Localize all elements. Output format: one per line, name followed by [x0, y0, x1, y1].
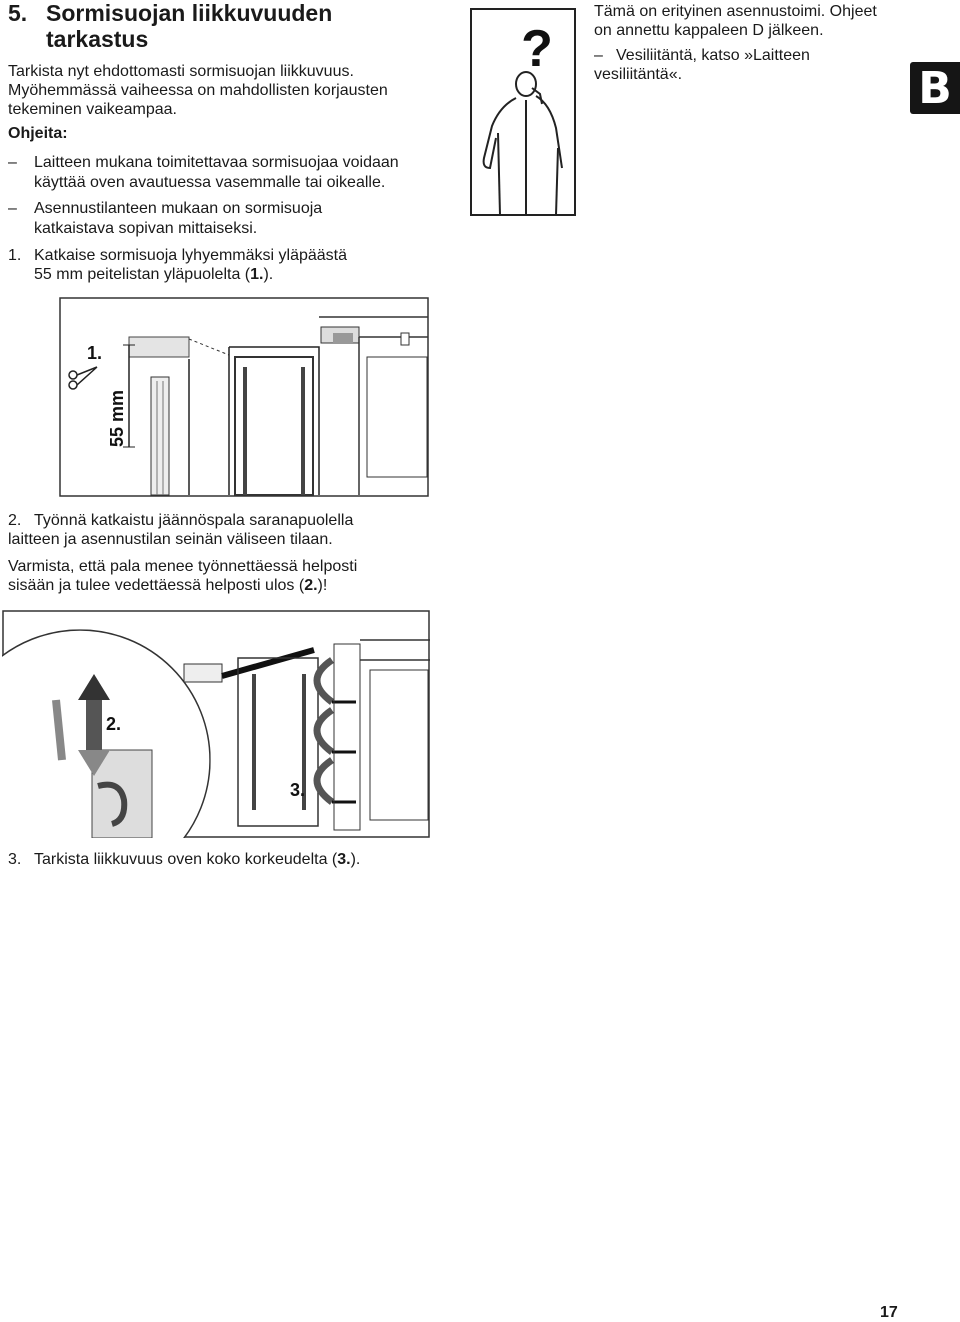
intro-line2: Myöhemmässä vaiheessa on mahdollisten korjausten — [8, 82, 388, 99]
side-note-line1: Tämä on erityinen asennustoimi. Ohjeet — [594, 3, 877, 20]
side-note-item-line1: Vesiliitäntä, katso »Laitteen — [616, 47, 810, 64]
section-title-line1: Sormisuojan liikkuvuuden — [46, 0, 333, 26]
verify-paragraph — [8, 557, 458, 595]
section-heading — [8, 0, 428, 52]
bullet-dash: – — [8, 200, 17, 217]
step-number: 3. — [8, 851, 22, 868]
label-step-2: 2. — [106, 714, 122, 734]
figure-test-guard — [2, 610, 430, 838]
intro-line3: tekeminen vaikeampaa. — [8, 101, 177, 118]
intro-line1: Tarkista nyt ehdottomasti sormisuojan liikkuvuus. — [8, 63, 354, 80]
side-note-dash: – — [594, 47, 603, 64]
side-note-line2: on annettu kappaleen D jälkeen. — [594, 22, 824, 39]
question-figure — [470, 8, 576, 216]
step-number: 1. — [8, 247, 22, 264]
side-note-item-line2: vesiliitäntä«. — [594, 66, 683, 83]
bullet-line: Asennustilanteen mukaan on sormisuoja — [34, 200, 323, 217]
page-number: 17 — [880, 1304, 898, 1321]
step-1 — [8, 246, 458, 284]
step-3 — [8, 850, 458, 869]
figure-cut-guard — [59, 297, 429, 497]
step-number: 2. — [8, 512, 22, 529]
section-number: 5. — [8, 0, 28, 26]
instructions-label: Ohjeita: — [8, 125, 68, 142]
bullet-line: katkaistava sopivan mittaiseksi. — [34, 220, 258, 237]
side-note-item — [594, 46, 914, 84]
bullet-item — [8, 199, 458, 239]
label-55mm: 55 mm — [107, 389, 127, 447]
bullet-line: käyttää oven avautuessa vasemmalle tai oikealle. — [34, 174, 386, 191]
step-2 — [8, 511, 458, 549]
bullet-dash: – — [8, 154, 17, 171]
label-step-3: 3. — [290, 780, 306, 800]
step-line: laitteen ja asennustilan seinän väliseen tilaan. — [8, 531, 333, 548]
step-line: Työnnä katkaistu jäännöspala saranapuolella — [34, 512, 354, 529]
bullet-item — [8, 153, 458, 193]
label-step-1: 1. — [87, 343, 103, 363]
section-title-line2: tarkastus — [46, 26, 149, 52]
bullet-line: Laitteen mukana toimitettavaa sormisuojaa voidaan — [34, 154, 399, 171]
step-line: Tarkista liikkuvuus oven koko korkeudelta (3.). — [34, 851, 361, 868]
step-line: Katkaise sormisuoja lyhyemmäksi yläpäästä — [34, 247, 348, 264]
question-mark: ? — [521, 20, 553, 78]
step-line: 55 mm peitelistan yläpuolelta (1.). — [34, 266, 274, 283]
side-note — [594, 2, 914, 84]
verify-line1: Varmista, että pala menee työnnettäessä helposti — [8, 558, 358, 575]
section-badge: B — [910, 62, 960, 114]
intro-paragraph — [8, 62, 448, 119]
verify-line2: sisään ja tulee vedettäessä helposti ulos (2.)! — [8, 577, 328, 594]
